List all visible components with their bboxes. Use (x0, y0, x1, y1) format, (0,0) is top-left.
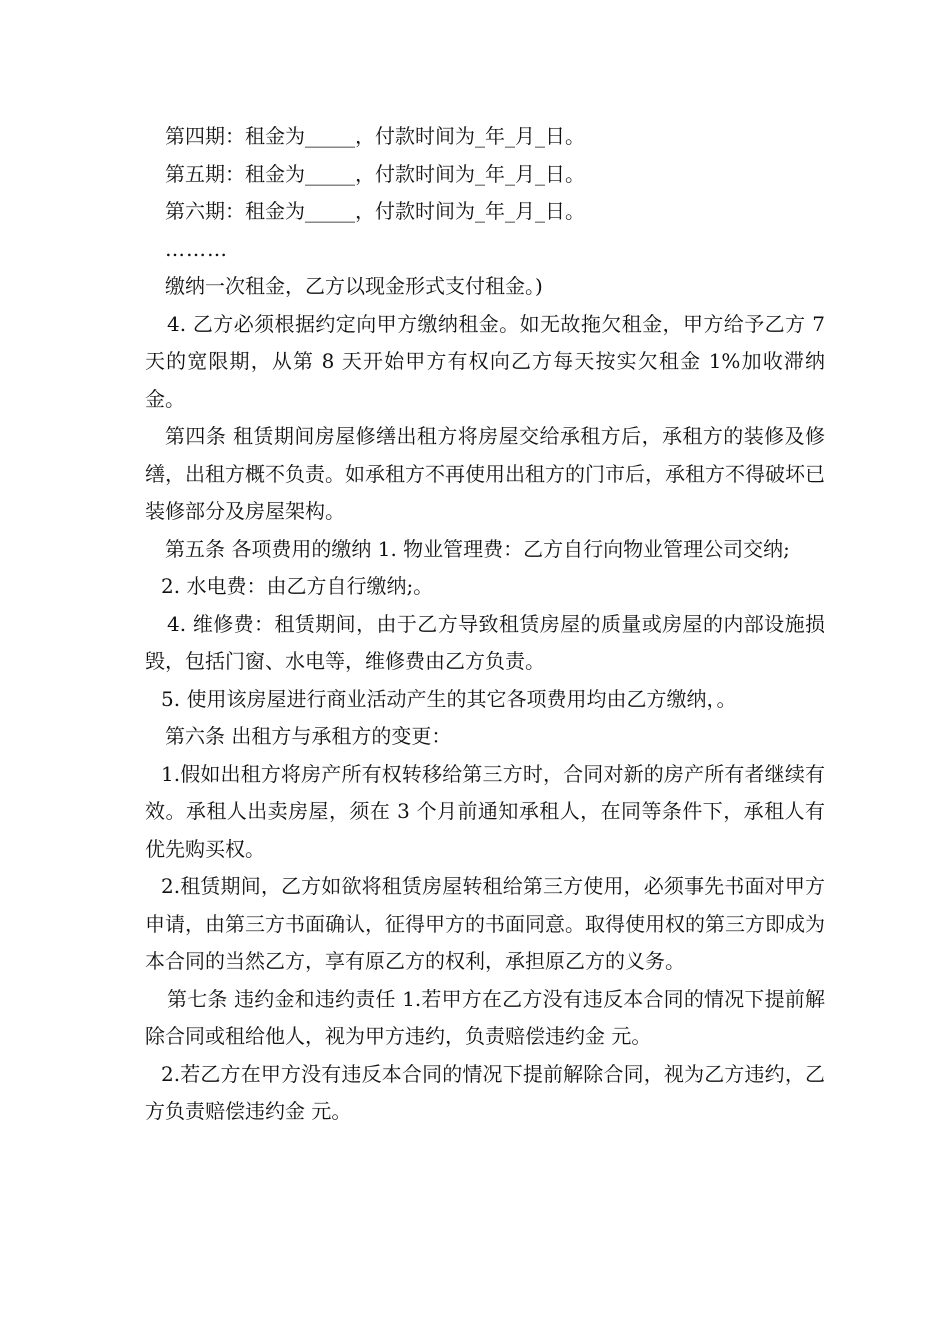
paragraph-period-5: 第五期：租金为_____，付款时间为_年_月_日。 (165, 161, 585, 186)
paragraph-late-fee: 4. 乙方必须根据约定向甲方缴纳租金。如无故拖欠租金，甲方给予乙方 7 天的宽限期，从第 8 天开始甲方有权向乙方每天按实欠租金 1%加收滞纳金。 (145, 311, 825, 411)
paragraph-article-6: 第六条 出租方与承租方的变更： (165, 724, 452, 748)
paragraph-tenant-breach: 2.若乙方在甲方没有违反本合同的情况下提前解除合同，视为乙方违约，乙方负责赔偿违约金 元。 (145, 1061, 825, 1123)
paragraph-payment-cash: 缴纳一次租金，乙方以现金形式支付租金。) (165, 274, 543, 298)
paragraph-ownership-transfer: 1.假如出租方将房产所有权转移给第三方时，合同对新的房产所有者继续有效。承租人出卖房屋，须在 3 个月前通知承租人，在同等条件下，承租人有优先购买权。 (145, 761, 825, 861)
paragraph-maintenance: 4. 维修费：租赁期间，由于乙方导致租赁房屋的质量或房屋的内部设施损毁，包括门窗、水电等，维修费由乙方负责。 (145, 611, 825, 673)
paragraph-sublease: 2.租赁期间，乙方如欲将租赁房屋转租给第三方使用，必须事先书面对甲方申请，由第三方书面确认，征得甲方的书面同意。取得使用权的第三方即成为本合同的当然乙方，享有原乙方的权利，承担原乙方的义务。 (145, 874, 825, 973)
paragraph-period-4: 第四期：租金为_____，付款时间为_年_月_日。 (165, 124, 585, 148)
paragraph-ellipsis: ……… (165, 236, 228, 261)
paragraph-article-5: 第五条 各项费用的缴纳 1. 物业管理费：乙方自行向物业管理公司交纳; (165, 536, 790, 561)
paragraph-period-6: 第六期：租金为_____，付款时间为_年_月_日。 (165, 199, 585, 223)
document-body (145, 118, 825, 1131)
paragraph-utilities: 2. 水电费：由乙方自行缴纳;。 (161, 574, 434, 598)
paragraph-other-fees: 5. 使用该房屋进行商业活动产生的其它各项费用均由乙方缴纳，。 (161, 686, 737, 711)
paragraph-article-7: 第七条 违约金和违约责任 1.若甲方在乙方没有违反本合同的情况下提前解除合同或租给他人，视为甲方违约，负责赔偿违约金 元。 (145, 986, 825, 1048)
paragraph-article-4: 第四条 租赁期间房屋修缮出租方将房屋交给承租方后，承租方的装修及修缮，出租方概不负责。如承租方不再使用出租方的门市后，承租方不得破坏已装修部分及房屋架构。 (145, 424, 825, 523)
